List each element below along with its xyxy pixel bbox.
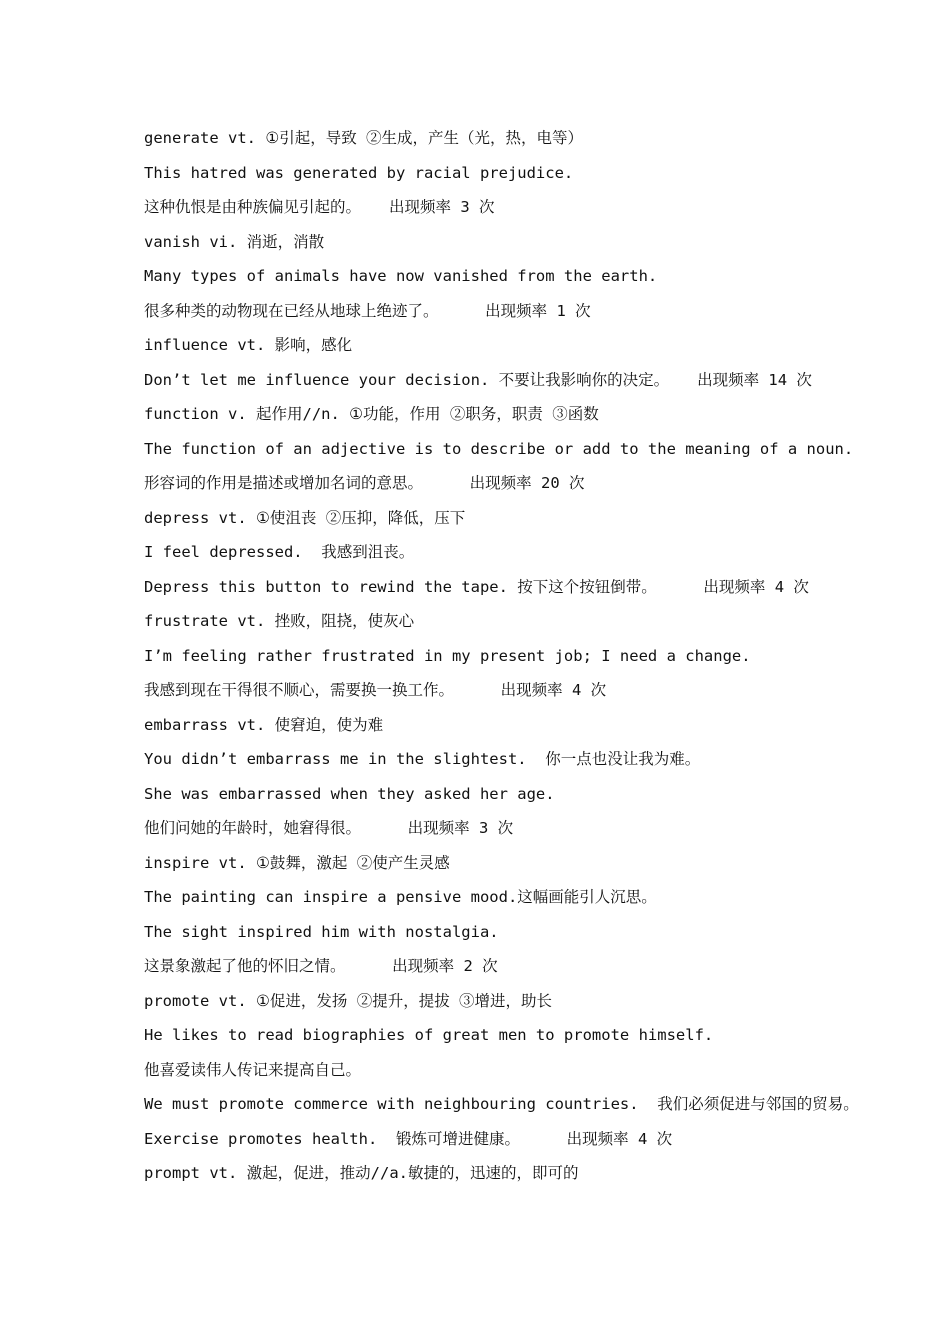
example-line: We must promote commerce with neighbouring countries. 我们必须促进与邻国的贸易。: [144, 1095, 859, 1113]
example-line: The painting can inspire a pensive mood.这幅画能引人沉思。: [144, 888, 657, 906]
example-line: She was embarrassed when they asked her age.: [144, 784, 555, 803]
example-line: Don’t let me influence your decision. 不要让我影响你的决定。 出现频率 14 次: [144, 370, 812, 389]
translation-line: 很多种类的动物现在已经从地球上绝迹了。 出现频率 1 次: [144, 301, 591, 320]
example-line: I feel depressed. 我感到沮丧。: [144, 543, 415, 561]
translation-line: 我感到现在干得很不顺心，需要换一换工作。 出现频率 4 次: [144, 681, 607, 699]
example-line: Many types of animals have now vanished from the earth.: [144, 267, 658, 285]
translation-line: 这景象激起了他的怀旧之情。 出现频率 2 次: [144, 957, 498, 975]
translation-line: 这种仇恨是由种族偏见引起的。 出现频率 3 次: [144, 198, 495, 216]
translation-line: 他喜爱读伟人传记来提高自己。: [144, 1060, 362, 1079]
entry-line: promote vt. ①促进，发扬 ②提升，提拔 ③增进，助长: [144, 991, 553, 1010]
example-line: The function of an adjective is to describe or add to the meaning of a noun.: [144, 439, 854, 458]
entry-line: inspire vt. ①鼓舞，激起 ②使产生灵感: [144, 853, 450, 872]
entry-line: influence vt. 影响，感化: [144, 336, 353, 354]
example-line: I’m feeling rather frustrated in my present job; I need a change.: [144, 646, 751, 665]
example-line: This hatred was generated by racial prejudice.: [144, 163, 574, 182]
entry-line: depress vt. ①使沮丧 ②压抑，降低，压下: [144, 508, 466, 527]
translation-line: 他们问她的年龄时，她窘得很。 出现频率 3 次: [144, 819, 514, 837]
entry-line: generate vt. ①引起，导致 ②生成，产生（光，热，电等）: [144, 129, 584, 147]
vocabulary-list: [144, 121, 864, 1191]
entry-line: function v. 起作用//n. ①功能，作用 ②职务，职责 ③函数: [144, 405, 599, 423]
example-line: He likes to read biographies of great men to promote himself.: [144, 1026, 714, 1044]
translation-line: 形容词的作用是描述或增加名词的意思。 出现频率 20 次: [144, 474, 585, 492]
example-line: You didn’t embarrass me in the slightest. 你一点也没让我为难。: [144, 750, 701, 768]
entry-line: prompt vt. 激起，促进，推动//a.敏捷的，迅速的，即可的: [144, 1164, 579, 1182]
example-line: Exercise promotes health. 锻炼可增进健康。 出现频率 4 次: [144, 1129, 673, 1148]
example-line: The sight inspired him with nostalgia.: [144, 922, 499, 941]
entry-line: embarrass vt. 使窘迫，使为难: [144, 715, 384, 734]
example-line: Depress this button to rewind the tape. 按下这个按钮倒带。 出现频率 4 次: [144, 577, 809, 596]
entry-line: frustrate vt. 挫败，阻挠，使灰心: [144, 612, 415, 630]
entry-line: vanish vi. 消逝，消散: [144, 232, 325, 251]
